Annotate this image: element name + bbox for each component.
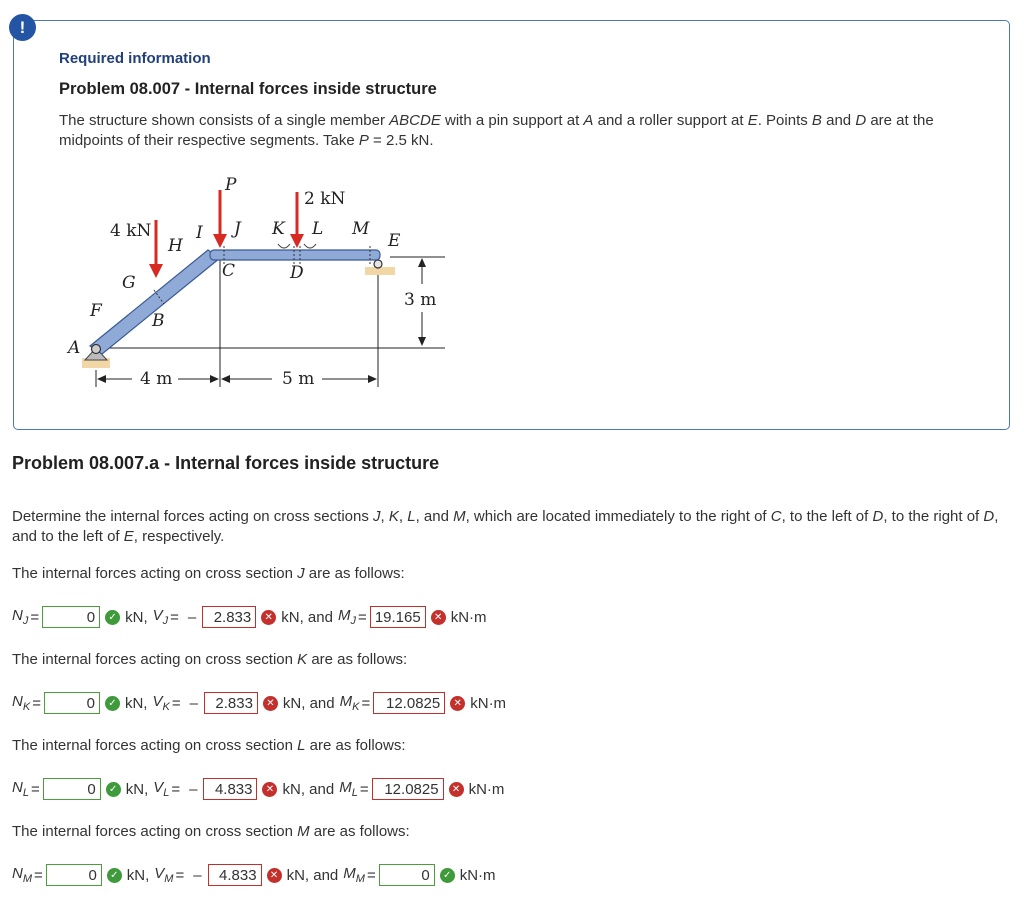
label-e: E bbox=[388, 231, 401, 251]
alert-icon: ! bbox=[9, 14, 36, 41]
label-m: M bbox=[352, 219, 370, 239]
check-circle-icon: ✓ bbox=[105, 696, 120, 711]
x-circle-icon: ✕ bbox=[431, 610, 446, 625]
v-k-input[interactable]: 2.833 bbox=[204, 692, 258, 714]
x-circle-icon: ✕ bbox=[449, 782, 464, 797]
section-m-answers: $N_M$ = 0 ✓ kN, $V_M$ = – 4.833 ✕ kN, and $M_M$ = 0 ✓ kN·m bbox=[12, 865, 496, 885]
label-b: B bbox=[152, 311, 165, 331]
label-a: A bbox=[68, 338, 81, 358]
roller-support bbox=[374, 260, 382, 268]
x-circle-icon: ✕ bbox=[261, 610, 276, 625]
n-j-input[interactable]: 0 bbox=[42, 606, 100, 628]
m-l-input[interactable]: 12.0825 bbox=[372, 778, 444, 800]
m-symbol: $M_J$ bbox=[337, 607, 356, 627]
n-l-input[interactable]: 0 bbox=[43, 778, 101, 800]
x-circle-icon: ✕ bbox=[263, 696, 278, 711]
section-l-answers: $N_L$ = 0 ✓ kN, $V_L$ = – 4.833 ✕ kN, and $M_L$ = 12.0825 ✕ kN·m bbox=[12, 779, 505, 799]
problem-title: Problem 08.007 - Internal forces inside structure bbox=[59, 80, 437, 98]
pin-a bbox=[92, 345, 101, 354]
v-j-input[interactable]: 2.833 bbox=[202, 606, 256, 628]
section-k-answers: $N_K$ = 0 ✓ kN, $V_K$ = – 2.833 ✕ kN, and $M_K$ = 12.0825 ✕ kN·m bbox=[12, 693, 507, 713]
label-2kn: 2 kN bbox=[304, 189, 346, 209]
x-circle-icon: ✕ bbox=[450, 696, 465, 711]
section-l-intro: The internal forces acting on cross section L are as follows: bbox=[12, 737, 406, 754]
check-circle-icon: ✓ bbox=[107, 868, 122, 883]
check-circle-icon: ✓ bbox=[440, 868, 455, 883]
m-m-input[interactable]: 0 bbox=[379, 864, 435, 886]
label-d: D bbox=[290, 263, 304, 283]
label-k: K bbox=[272, 219, 285, 239]
check-circle-icon: ✓ bbox=[106, 782, 121, 797]
v-l-input[interactable]: 4.833 bbox=[203, 778, 257, 800]
label-c: C bbox=[222, 261, 236, 281]
horizontal-member bbox=[210, 250, 380, 260]
m-symbol: $M_M$ bbox=[343, 865, 365, 885]
n-k-input[interactable]: 0 bbox=[44, 692, 100, 714]
v-symbol: $V_K$ bbox=[152, 693, 170, 713]
label-h: H bbox=[168, 236, 183, 256]
n-m-input[interactable]: 0 bbox=[46, 864, 102, 886]
x-circle-icon: ✕ bbox=[262, 782, 277, 797]
label-g: G bbox=[122, 273, 136, 293]
n-symbol: $N_K$ bbox=[12, 693, 31, 713]
section-j-intro: The internal forces acting on cross section J are as follows: bbox=[12, 565, 405, 582]
label-l: L bbox=[312, 219, 324, 239]
section-k-intro: The internal forces acting on cross section K are as follows: bbox=[12, 651, 408, 668]
label-f: F bbox=[90, 301, 102, 321]
label-j: J bbox=[234, 219, 241, 239]
n-symbol: $N_J$ bbox=[12, 607, 29, 627]
v-symbol: $V_M$ bbox=[154, 865, 174, 885]
n-symbol: $N_L$ bbox=[12, 779, 29, 799]
required-info-heading: Required information bbox=[59, 50, 211, 67]
check-circle-icon: ✓ bbox=[105, 610, 120, 625]
question-text: Determine the internal forces acting on cross sections J, K, L, and M, which are located immediately to the right of C, to the left of D, to the right of D, and to the left of E, respectively. bbox=[12, 508, 999, 545]
roller-support-base bbox=[365, 267, 395, 275]
n-symbol: $N_M$ bbox=[12, 865, 33, 885]
v-m-input[interactable]: 4.833 bbox=[208, 864, 262, 886]
label-p: P bbox=[225, 175, 237, 195]
section-m-intro: The internal forces acting on cross section M are as follows: bbox=[12, 823, 410, 840]
v-symbol: $V_J$ bbox=[152, 607, 169, 627]
structure-figure bbox=[60, 172, 460, 397]
problem-description: The structure shown consists of a single member ABCDE with a pin support at A and a roller support at E. Points B and D are at the midpoints of their respective segments. Take P = 2.5 kN. bbox=[59, 112, 934, 149]
dim-3m-label: 3 m bbox=[404, 290, 437, 310]
m-k-input[interactable]: 12.0825 bbox=[373, 692, 445, 714]
label-4kn: 4 kN bbox=[110, 221, 152, 241]
m-symbol: $M_K$ bbox=[339, 693, 360, 713]
dim-5m-label: 5 m bbox=[282, 369, 315, 389]
dim-4m-label: 4 m bbox=[140, 369, 173, 389]
m-symbol: $M_L$ bbox=[339, 779, 358, 799]
x-circle-icon: ✕ bbox=[267, 868, 282, 883]
section-j-answers: $N_J$ = 0 ✓ kN, $V_J$ = – 2.833 ✕ kN, and $M_J$ = 19.165 ✕ kN·m bbox=[12, 607, 487, 627]
label-i: I bbox=[196, 223, 203, 243]
v-symbol: $V_L$ bbox=[153, 779, 170, 799]
m-j-input[interactable]: 19.165 bbox=[370, 606, 426, 628]
part-title: Problem 08.007.a - Internal forces inside structure bbox=[12, 453, 440, 473]
